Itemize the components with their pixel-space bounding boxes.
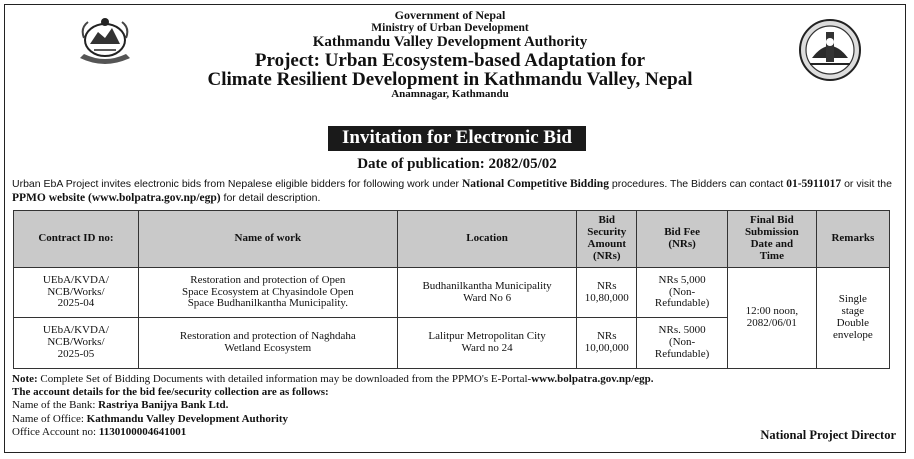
- project-title-line1: Project: Urban Ecosystem-based Adaptation for: [254, 49, 646, 71]
- note-line: Note: Complete Set of Bidding Documents with detailed information may be downloaded from the PPMO's E-Portal-www.bolpatra.gov.np/egp.: [12, 373, 654, 385]
- account-number-line: Office Account no: 1130100004641001: [12, 425, 187, 438]
- office-name-line: Name of Office: Kathmandu Valley Development Authority: [12, 412, 289, 425]
- publication-date-label: Date of publication:: [357, 156, 485, 172]
- ppmo-website: PPMO website (www.bolpatra.gov.np/egp): [12, 192, 221, 205]
- government-name: Government of Nepal: [394, 8, 506, 22]
- intro-paragraph: [12, 177, 892, 205]
- remarks-cell: Single stage Double envelope: [816, 268, 889, 369]
- bid-fee-cell: NRs. 5000 (Non- Refundable): [637, 318, 728, 369]
- publication-date: [0, 156, 914, 173]
- location-cell: Budhanilkantha Municipality Ward No 6: [397, 268, 577, 318]
- work-name-cell: Restoration and protection of Open Space Ecosystem at Chyasindole Open Space Budhanilkantha Municipality.: [138, 268, 397, 318]
- address: Anamnagar, Kathmandu: [391, 87, 509, 100]
- table-header-row: [14, 211, 890, 268]
- location-cell: Lalitpur Metropolitan City Ward no 24: [397, 318, 577, 369]
- header-deadline: Final Bid Submission Date and Time: [727, 211, 816, 268]
- contact-phone: 01-5911017: [786, 178, 842, 190]
- bidding-type: National Competitive Bidding: [461, 178, 609, 190]
- header-contract-id: Contract ID no:: [14, 211, 139, 268]
- notice-header: [160, 9, 740, 100]
- publication-date-value: 2082/05/02: [488, 156, 557, 172]
- header-bid-security: Bid Security Amount (NRs): [577, 211, 637, 268]
- signatory: National Project Director: [760, 428, 896, 442]
- bid-security-cell: NRs 10,80,000: [577, 268, 637, 318]
- header-location: Location: [397, 211, 577, 268]
- invitation-banner: [0, 126, 914, 151]
- intro-text: for detail description.: [220, 192, 321, 205]
- contract-id-cell: UEbA/KVDA/ NCB/Works/ 2025-05: [14, 318, 139, 369]
- bank-name-line: Name of the Bank: Rastriya Banijya Bank Ltd.: [12, 399, 229, 412]
- nepal-government-emblem-icon: [76, 14, 134, 68]
- intro-text: or visit the: [841, 178, 892, 190]
- header-remarks: Remarks: [816, 211, 889, 268]
- contract-id-cell: UEbA/KVDA/ NCB/Works/ 2025-04: [14, 268, 139, 318]
- deadline-cell: 12:00 noon, 2082/06/01: [727, 268, 816, 369]
- kvda-logo-icon: [798, 18, 862, 82]
- header-bid-fee: Bid Fee (NRs): [637, 211, 728, 268]
- ministry-name: Ministry of Urban Development: [371, 21, 529, 34]
- project-title-line2: Climate Resilient Development in Kathmandu Valley, Nepal: [207, 68, 693, 90]
- intro-text: Urban EbA Project invites electronic bids from Nepalese eligible bidders for following work under: [12, 178, 462, 190]
- authority-name: Kathmandu Valley Development Authority: [312, 34, 588, 51]
- portal-link[interactable]: www.bolpatra.gov.np/egp.: [531, 373, 654, 385]
- notice-title: Invitation for Electronic Bid: [328, 126, 586, 151]
- bid-security-cell: NRs 10,00,000: [577, 318, 637, 369]
- table-row: [14, 268, 890, 318]
- bid-fee-cell: NRs 5,000 (Non- Refundable): [637, 268, 728, 318]
- header-work: Name of work: [138, 211, 397, 268]
- account-heading: The account details for the bid fee/security collection are as follows:: [12, 386, 329, 399]
- intro-text: procedures. The Bidders can contact: [608, 178, 787, 190]
- bids-table: [13, 210, 890, 369]
- work-name-cell: Restoration and protection of Naghdaha Wetland Ecosystem: [138, 318, 397, 369]
